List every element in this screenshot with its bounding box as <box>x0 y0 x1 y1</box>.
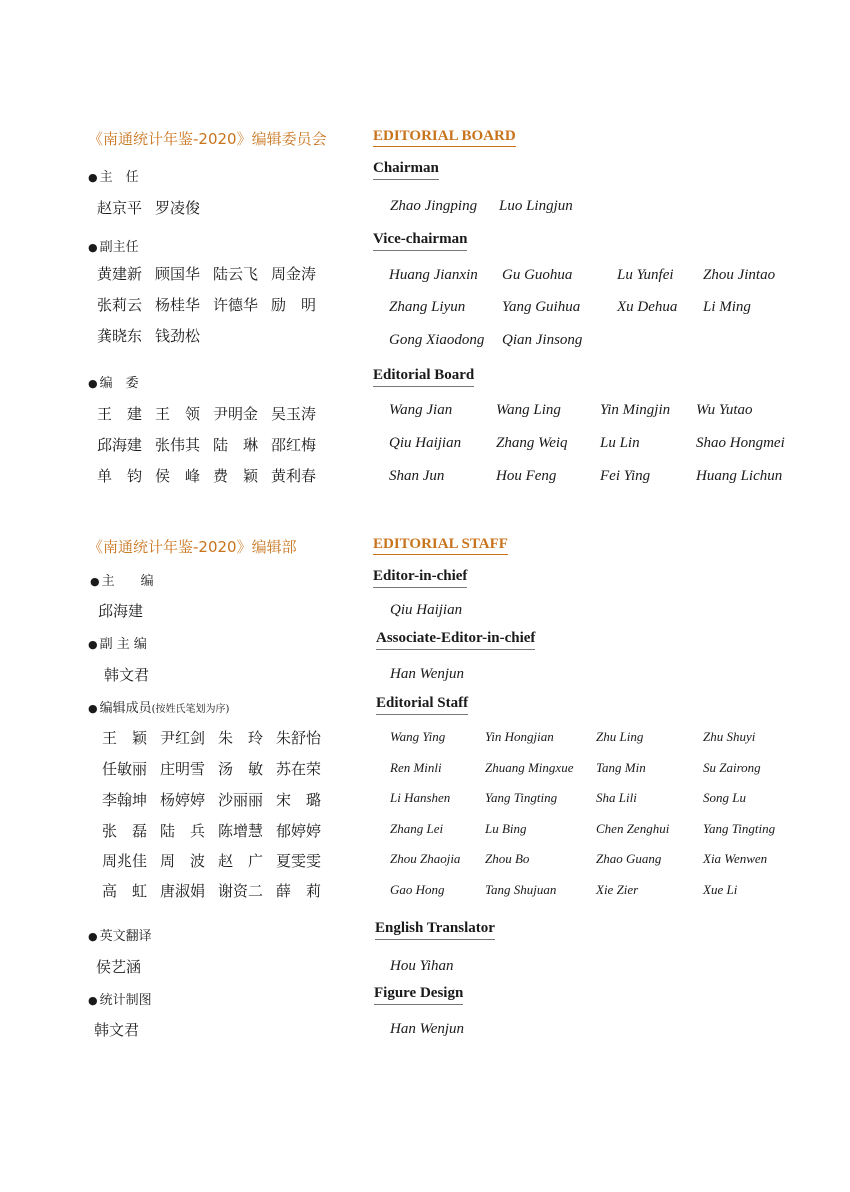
board-vice-en-name: Yang Guihua <box>502 299 581 315</box>
staff-members-zh-row: 任敏丽 庄明雪 汤 敏 苏在荣 <box>102 760 322 778</box>
board-member-en-name: Shan Jun <box>389 468 445 484</box>
staff-figure-zh-label: ● 统计制图 <box>88 993 152 1008</box>
staff-member-en-name: Sha Lili <box>596 790 637 805</box>
staff-en-title: EDITORIAL STAFF <box>373 536 508 555</box>
staff-member-en-name: Song Lu <box>703 790 746 805</box>
staff-member-en-name: Tang Min <box>596 760 646 775</box>
staff-member-en-name: Zhu Ling <box>596 729 644 744</box>
staff-member-en-name: Zhao Guang <box>596 851 662 866</box>
board-members-zh-row: 邱海建 张伟其 陆 琳 邵红梅 <box>97 436 317 454</box>
staff-member-en-name: Zhou Zhaojia <box>390 851 461 866</box>
board-member-en-name: Lu Lin <box>600 435 640 451</box>
staff-members-zh-label: ● 编辑成员(按姓氏笔划为序) <box>88 701 230 716</box>
board-vice-en-name: Gu Guohua <box>502 267 573 283</box>
board-member-en-name: Shao Hongmei <box>696 435 785 451</box>
staff-members-zh-row: 张 磊 陆 兵 陈增慧 郁婷婷 <box>102 822 322 840</box>
staff-figure-en-label: Figure Design <box>374 985 463 1005</box>
bullet-icon: ● <box>88 930 98 943</box>
bullet-icon: ● <box>88 241 98 254</box>
board-vice-en-name: Huang Jianxin <box>389 267 478 283</box>
bullet-icon: ● <box>88 171 98 184</box>
board-vice-en-name: Gong Xiaodong <box>389 332 485 348</box>
staff-translator-zh-label: ● 英文翻译 <box>88 929 152 944</box>
staff-member-en-name: Chen Zenghui <box>596 821 670 836</box>
staff-translator-en-label: English Translator <box>375 920 495 940</box>
board-chairman-zh-label: ● 主 任 <box>88 170 139 185</box>
staff-associate-en-name: Han Wenjun <box>390 666 465 682</box>
board-vice-en-name: Lu Yunfei <box>617 267 674 283</box>
staff-chief-zh-label: ● 主 编 <box>90 574 154 589</box>
staff-member-en-name: Li Hanshen <box>390 790 451 805</box>
staff-member-en-name: Tang Shujuan <box>485 882 557 897</box>
staff-member-en-name: Wang Ying <box>390 729 446 744</box>
board-member-en-name: Wu Yutao <box>696 402 753 418</box>
staff-member-en-name: Xie Zier <box>596 882 639 897</box>
staff-member-en-name: Zhu Shuyi <box>703 729 756 744</box>
board-vice-zh-label: ● 副主任 <box>88 240 139 255</box>
staff-member-en-name: Yin Hongjian <box>485 729 554 744</box>
board-vice-zh-row: 黄建新 顾国华 陆云飞 周金涛 <box>97 265 317 283</box>
board-chairman-en-label: Chairman <box>373 160 439 180</box>
bullet-icon: ● <box>88 638 98 651</box>
staff-chief-zh-name: 邱海建 <box>98 602 144 620</box>
board-members-en-label: Editorial Board <box>373 367 474 387</box>
staff-member-en-name: Zhou Bo <box>485 851 530 866</box>
staff-member-en-name: Lu Bing <box>485 821 527 836</box>
staff-translator-zh-name: 侯艺涵 <box>96 958 142 976</box>
board-chairman-en-name: Zhao Jingping <box>390 198 478 214</box>
bullet-icon: ● <box>88 377 98 390</box>
board-vice-en-name: Zhang Liyun <box>389 299 466 315</box>
staff-members-zh-row: 高 虹 唐淑娟 谢资二 薛 莉 <box>102 882 322 900</box>
board-chairman-zh-names: 赵京平 罗凌俊 <box>97 199 201 217</box>
board-member-en-name: Huang Lichun <box>696 468 783 484</box>
board-en-title: EDITORIAL BOARD <box>373 128 516 147</box>
board-vice-zh-row: 龚晓东 钱劲松 <box>97 327 201 345</box>
staff-member-en-name: Yang Tingting <box>485 790 558 805</box>
bullet-icon: ● <box>88 702 98 715</box>
staff-members-note: (按姓氏笔划为序) <box>151 704 230 715</box>
board-zh-title: 《南通统计年鉴-2020》编辑委员会 <box>88 130 327 148</box>
staff-translator-en-name: Hou Yihan <box>390 958 454 974</box>
staff-figure-en-name: Han Wenjun <box>390 1021 465 1037</box>
staff-chief-en-name: Qiu Haijian <box>390 602 463 618</box>
staff-member-en-name: Yang Tingting <box>703 821 776 836</box>
staff-figure-zh-name: 韩文君 <box>94 1021 140 1039</box>
staff-associate-en-label: Associate-Editor-in-chief <box>376 630 535 650</box>
bullet-icon: ● <box>88 994 98 1007</box>
board-vice-en-name: Qian Jinsong <box>502 332 583 348</box>
staff-member-en-name: Ren Minli <box>390 760 442 775</box>
board-vice-en-name: Li Ming <box>703 299 751 315</box>
board-member-en-name: Fei Ying <box>600 468 651 484</box>
staff-associate-zh-label: ● 副 主 编 <box>88 637 147 652</box>
staff-member-en-name: Su Zairong <box>703 760 761 775</box>
board-vice-en-name: Xu Dehua <box>617 299 678 315</box>
staff-member-en-name: Zhuang Mingxue <box>485 760 574 775</box>
staff-member-en-name: Xue Li <box>703 882 738 897</box>
staff-members-zh-row: 周兆佳 周 波 赵 广 夏雯雯 <box>102 852 322 870</box>
staff-associate-zh-name: 韩文君 <box>104 666 150 684</box>
board-members-zh-row: 单 钧 侯 峰 费 颖 黄利春 <box>97 467 317 485</box>
board-member-en-name: Yin Mingjin <box>600 402 671 418</box>
board-member-en-name: Qiu Haijian <box>389 435 462 451</box>
staff-member-en-name: Xia Wenwen <box>703 851 768 866</box>
board-members-zh-row: 王 建 王 领 尹明金 吴玉涛 <box>97 405 317 423</box>
board-vice-en-name: Zhou Jintao <box>703 267 776 283</box>
board-vice-zh-row: 张莉云 杨桂华 许德华 励 明 <box>97 296 317 314</box>
staff-members-zh-row: 李翰坤 杨婷婷 沙丽丽 宋 璐 <box>102 791 322 809</box>
board-vice-en-label: Vice-chairman <box>373 231 467 251</box>
board-member-en-name: Hou Feng <box>496 468 557 484</box>
board-members-zh-label: ● 编 委 <box>88 376 139 391</box>
staff-members-en-label: Editorial Staff <box>376 695 468 715</box>
staff-members-zh-row: 王 颖 尹红剑 朱 玲 朱舒怡 <box>102 729 322 747</box>
board-member-en-name: Wang Jian <box>389 402 453 418</box>
staff-member-en-name: Gao Hong <box>390 882 445 897</box>
staff-member-en-name: Zhang Lei <box>390 821 444 836</box>
bullet-icon: ● <box>90 575 100 588</box>
staff-chief-en-label: Editor-in-chief <box>373 568 467 588</box>
board-member-en-name: Zhang Weiq <box>496 435 568 451</box>
board-member-en-name: Wang Ling <box>496 402 561 418</box>
staff-zh-title: 《南通统计年鉴-2020》编辑部 <box>88 538 297 556</box>
board-chairman-en-name: Luo Lingjun <box>499 198 573 214</box>
